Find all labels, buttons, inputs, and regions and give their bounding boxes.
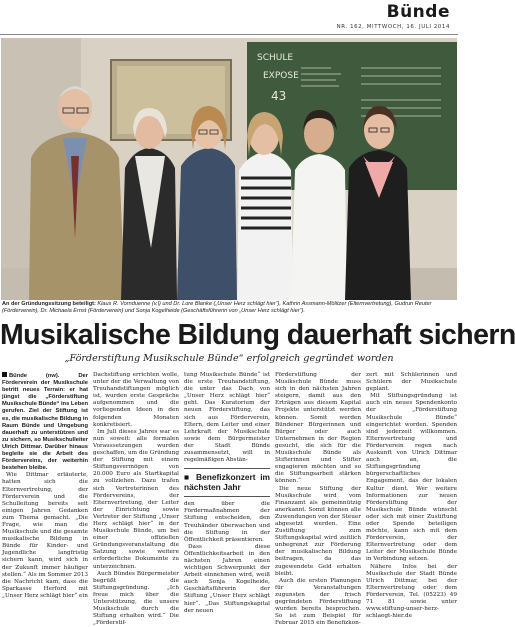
masthead-rule [0, 34, 458, 35]
photo-caption [2, 301, 456, 315]
column-4 [275, 372, 361, 627]
column-2 [93, 372, 179, 627]
pull-quote [184, 468, 270, 497]
column-1 [2, 372, 88, 600]
paragraph: Auch Bündes Bürgermeister begrüßt die Stiftungsgründung. „Ich freue mich über die Unterstützung, die unsere Musikschule durch die Stiftung erhalten wird.“ Die „Förderstif- [93, 570, 179, 627]
caption-lead: An der Gründungssitzung beteiligt: [2, 301, 96, 307]
masthead [0, 0, 458, 36]
paragraph: Wie Dittmar erläuterte, hatten sich die Elternvertretung, der Förderverein und die Schulleitung bereits seit einigen Jahren Gedanken zum Thema gemacht. „Die Frage, wie man die Musikschule und die gesamte musikalische Bildung in Bünde für Kinder- und Jugendliche langfristig sichern kann, wird sich in der Zukunft immer häufiger stellen.“ Als im Sommer 2013 die Nachricht kam, dass die Sparkasse Herford mit „Unser Herz schlägt hier“ ein [2, 472, 88, 599]
paragraph: Die neue Stiftung der Musikschule wird vom Finanzamt als gemeinnützig anerkannt. Somit können alle Zuwendungen von der Steuer abgesetzt werden. Eine Zustiftung zum Stiftungskapital wird zeitlich unbegrenzt zur Förderung der musikalischen Bildung beitragen, da das zugewendete Geld erhalten bleibt. [275, 485, 361, 577]
column-3 [184, 372, 270, 614]
paragraph: Dachstiftung errichten wolle, unter der die Verwaltung von Treuhandstiftungen möglich ist, wurden erste Gespräche aufgenommen und die vorliegenden Ideen in den folgenden Monaten konkretisiert. [93, 372, 179, 428]
lead-square-icon [2, 372, 7, 377]
paragraph: Förderstiftung der Musikschule Bünde muss sich in den nächsten Jahren steigern, damit aus den Erträgen aus diesem Kapital Projekte unterstützt werden können. Somit werden Bündener Bürgerinnen und Bürger oder auch Unternehmen in der Region gesucht, die sich für die Musikschule Bünde als Stifterinnen und Stifter engagieren möchten und so die Stiftungsarbeit stärken können.“ [275, 372, 361, 485]
paragraph: Mit Stiftungsgründung ist auch ein neues Spendenkonto der „Förderstiftung Musikschule Bünde“ eingerichtet worden. Spenden sind jederzeit willkommen. Elternvertretung und Förderverein regen nach Auskunft von Ulrich Dittmar auch an, die Stiftungsgründung bürgerschaftliches Engagement, das der lokalen Kultur dient. Wer weitere Informationen zur neuen Förderstiftung der Musikschule Bünde wünscht oder sich mit einer Zustiftung oder Spende beteiligen möchte, kann sich mit dem Förderverein, der Elternvertretung oder dem Leiter der Musikschule Bünde in Verbindung setzen. [366, 393, 457, 563]
board-text-3: 43 [271, 89, 287, 103]
caption-text: Klaus R. Vornduenne (v.l) und Dr. Lore Blanke („Unser Herz schlägt hier“), Kathrin Assmann-Mölitzer (Elternvertretung), Gudrun Reuter (Förderverein), Dr. Michaela Ernst (Förderverein) und Sonja Kogelheide (Geschäftsführerin von „Unser Herz schlägt hier“). [2, 301, 432, 315]
board-text-1: SCHULE [257, 53, 294, 63]
paragraph: den über die Fördermaßnahmen der Stiftung entscheiden, den Treuhänder überwachen und die Stiftung in der Öffentlichkeit präsentieren. [184, 501, 270, 543]
headline: Musikalische Bildung dauerhaft sichern [0, 319, 516, 351]
paragraph: tung Musikschule Bünde“ ist die erste Treuhandstiftung, die unter das Dach von „Unser Herz schlägt hier“ geht. Das Kuratorium der neuen Förderstiftung, das sich aus Förderverein, Eltern, dem Leiter und einer Lehrkraft der Musikschule sowie dem Bürgermeister der Stadt Bünde zusammensetzt, will in regelmäßigen Abstän- [184, 372, 270, 464]
paragraph: Nähere Infos bei der Musikschule der Stadt Bünde Ulrich Dittmar, bei der Elternvertretung oder dem Förderverein, Tel. (05223) 49 71 81 sowie unter www.stiftung-unser-herz-schlaegt-hier.de [366, 563, 457, 620]
paragraph: Im Juli dieses Jahres war es nun soweit: alle formalen Voraussetzungen wurden geschaffen, um die Gründung der Stiftung mit einem Stiftungsvermögen von 20.000 Euro als Startkapital zu vollziehen. Dazu trafen sich Vertreterinnen des Fördervereins, der Elternvertretung, der Leiter der Einrichtung sowie Vertreter der Stiftung „Unser Herz schlägt hier“ in der Musikschule Bünde, um bei einer offiziellen Gründungsveranstaltung die Satzung sowie weitere erforderliche Dokumente zu unterzeichnen. [93, 428, 179, 570]
column-5 [366, 372, 457, 620]
group-photo [1, 38, 457, 300]
issue-line: NR. 162, MITTWOCH, 16. JULI 2014 [336, 24, 450, 30]
paragraph: zert mit Schülerinnen und Schülern der Musikschule geplant. [366, 372, 457, 393]
subheadline: „Förderstiftung Musikschule Bünde“ erfolgreich gegründet worden [64, 353, 394, 364]
paragraph: Auch die ersten Planungen für Veranstaltungen zugunsten der frisch gegründeten Förderstiftung wurden bereits besprochen. So ist zum Beispiel für Februar 2015 ein Benefizkon- [275, 577, 361, 627]
lead-text: Bünde (nw). Der Förderverein der Musikschule betritt neues Terrain: er hat jüngst die „Förderstiftung Musikschule Bünde“ ins Leben gerufen. Ziel der Stiftung ist es, die musikalische Bildung in Raum Bünde und Umgebung dauerhaft zu unterstützen und zu sichern, so Musikschulleiter Ulrich Dittmar. Darüber hinaus begleite sie die Arbeit des Fördervereins, der weiterhin bestehen bleibe. [2, 373, 89, 472]
paragraph: Dass diese Öffentlichkeitsarbeit in den nächsten Jahren einen wichtigen Schwerpunkt der Arbeit einnehmen wird, weiß auch Sonja Kogelheide, Geschäftsführerin der Stiftung „Unser Herz schlägt hier“. „Das Stiftungskapital der neuen [184, 543, 270, 614]
pull-quote-icon: ■ [184, 472, 197, 483]
lead-paragraph [2, 372, 88, 472]
pull-quote-text: Benefizkonzert im nächsten Jahr [184, 472, 270, 493]
section-title: Bünde [386, 2, 450, 22]
article-body [2, 372, 457, 627]
board-text-2: EXPOSE [263, 71, 299, 81]
